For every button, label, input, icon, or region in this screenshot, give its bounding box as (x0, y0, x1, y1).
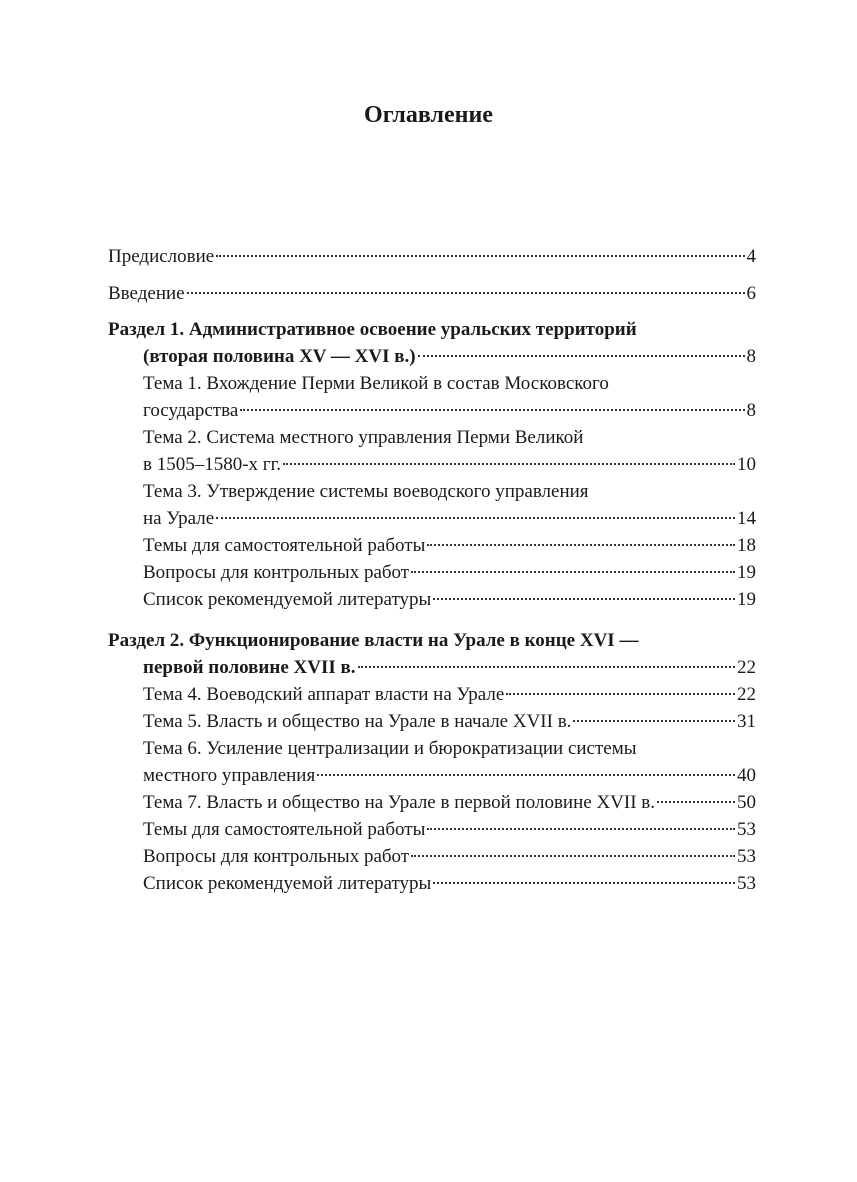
toc-entry-label: Предисловие (108, 246, 215, 267)
section-heading-line: Раздел 2. Функционирование власти на Урале в конце XVI — (108, 630, 639, 651)
page-number: 19 (737, 589, 756, 610)
toc-entry-label: Тема 1. Вхождение Перми Великой в состав Московского (143, 373, 609, 394)
page-number: 8 (746, 346, 756, 367)
toc-entry-label: Вопросы для контрольных работ (143, 846, 410, 867)
page-number: 22 (737, 684, 756, 705)
dot-leader (216, 255, 744, 257)
dot-leader (411, 855, 735, 857)
dot-leader (216, 517, 735, 519)
dot-leader (411, 571, 735, 573)
dot-leader (283, 463, 735, 465)
toc-entry-preface[interactable] (108, 243, 756, 270)
dot-leader (240, 409, 744, 411)
page-number: 6 (746, 283, 756, 304)
page-number: 14 (737, 508, 756, 529)
toc-entry-topic-4[interactable] (143, 681, 756, 708)
page-number: 31 (737, 711, 756, 732)
toc-entry-topic-6[interactable] (143, 735, 756, 789)
dot-leader (418, 355, 745, 357)
toc-section-1-topics (108, 370, 756, 613)
toc-entry-label: Список рекомендуемой литературы (143, 873, 432, 894)
page-number: 4 (746, 246, 756, 267)
dot-leader (433, 598, 735, 600)
toc-entry-self-study[interactable] (143, 532, 756, 559)
toc-entry-topic-2[interactable] (143, 424, 756, 478)
dot-leader (427, 828, 735, 830)
toc-entry-label: Темы для самостоятельной работы (143, 819, 426, 840)
toc-entry-label: Тема 2. Система местного управления Перми Великой (143, 427, 584, 448)
page-number: 53 (737, 846, 756, 867)
toc-entry-label: Введение (108, 283, 185, 304)
dot-leader (187, 292, 745, 294)
toc-section-2-topics (108, 681, 756, 897)
dot-leader (427, 544, 735, 546)
dot-leader (506, 693, 735, 695)
dot-leader (433, 882, 735, 884)
dot-leader (358, 666, 736, 668)
section-heading-line: первой половине XVII в. (143, 657, 356, 678)
toc-entry-label: Темы для самостоятельной работы (143, 535, 426, 556)
toc-entry-topic-1[interactable] (143, 370, 756, 424)
toc-entry-topic-7[interactable] (143, 789, 756, 816)
dot-leader (317, 774, 735, 776)
toc-entry-label: Вопросы для контрольных работ (143, 562, 410, 583)
page-number: 50 (737, 792, 756, 813)
toc-entry-label: государства (143, 400, 239, 421)
page-number: 22 (737, 657, 756, 678)
page-number: 53 (737, 819, 756, 840)
toc-entry-label: Тема 7. Власть и общество на Урале в первой половине XVII в. (143, 792, 656, 813)
toc-entry-test-questions[interactable] (143, 843, 756, 870)
toc-entry-label: Тема 5. Власть и общество на Урале в начале XVII в. (143, 711, 572, 732)
page-number: 10 (737, 454, 756, 475)
page-number: 53 (737, 873, 756, 894)
page-number: 8 (746, 400, 756, 421)
toc-entry-label: Тема 4. Воеводский аппарат власти на Урале (143, 684, 505, 705)
toc-entry-label: в 1505–1580-х гг. (143, 454, 281, 475)
page-number: 18 (737, 535, 756, 556)
table-of-contents (108, 243, 756, 897)
toc-entry-label: на Урале (143, 508, 215, 529)
toc-section-1[interactable] (108, 316, 756, 370)
page-title: Оглавление (364, 102, 493, 129)
toc-section-2[interactable] (108, 627, 756, 681)
toc-entry-literature[interactable] (143, 870, 756, 897)
dot-leader (657, 801, 735, 803)
toc-entry-self-study[interactable] (143, 816, 756, 843)
toc-entry-test-questions[interactable] (143, 559, 756, 586)
page-number: 40 (737, 765, 756, 786)
toc-entry-label: Список рекомендуемой литературы (143, 589, 432, 610)
toc-entry-label: Тема 3. Утверждение системы воеводского управления (143, 481, 589, 502)
toc-entry-label: местного управления (143, 765, 316, 786)
toc-entry-topic-3[interactable] (143, 478, 756, 532)
section-heading-line: Раздел 1. Административное освоение уральских территорий (108, 319, 637, 340)
page-number: 19 (737, 562, 756, 583)
section-heading-line: (вторая половина XV — XVI в.) (143, 346, 416, 367)
toc-entry-topic-5[interactable] (143, 708, 756, 735)
toc-entry-literature[interactable] (143, 586, 756, 613)
toc-entry-label: Тема 6. Усиление централизации и бюрократизации системы (143, 738, 637, 759)
toc-entry-intro[interactable] (108, 280, 756, 307)
dot-leader (573, 720, 735, 722)
